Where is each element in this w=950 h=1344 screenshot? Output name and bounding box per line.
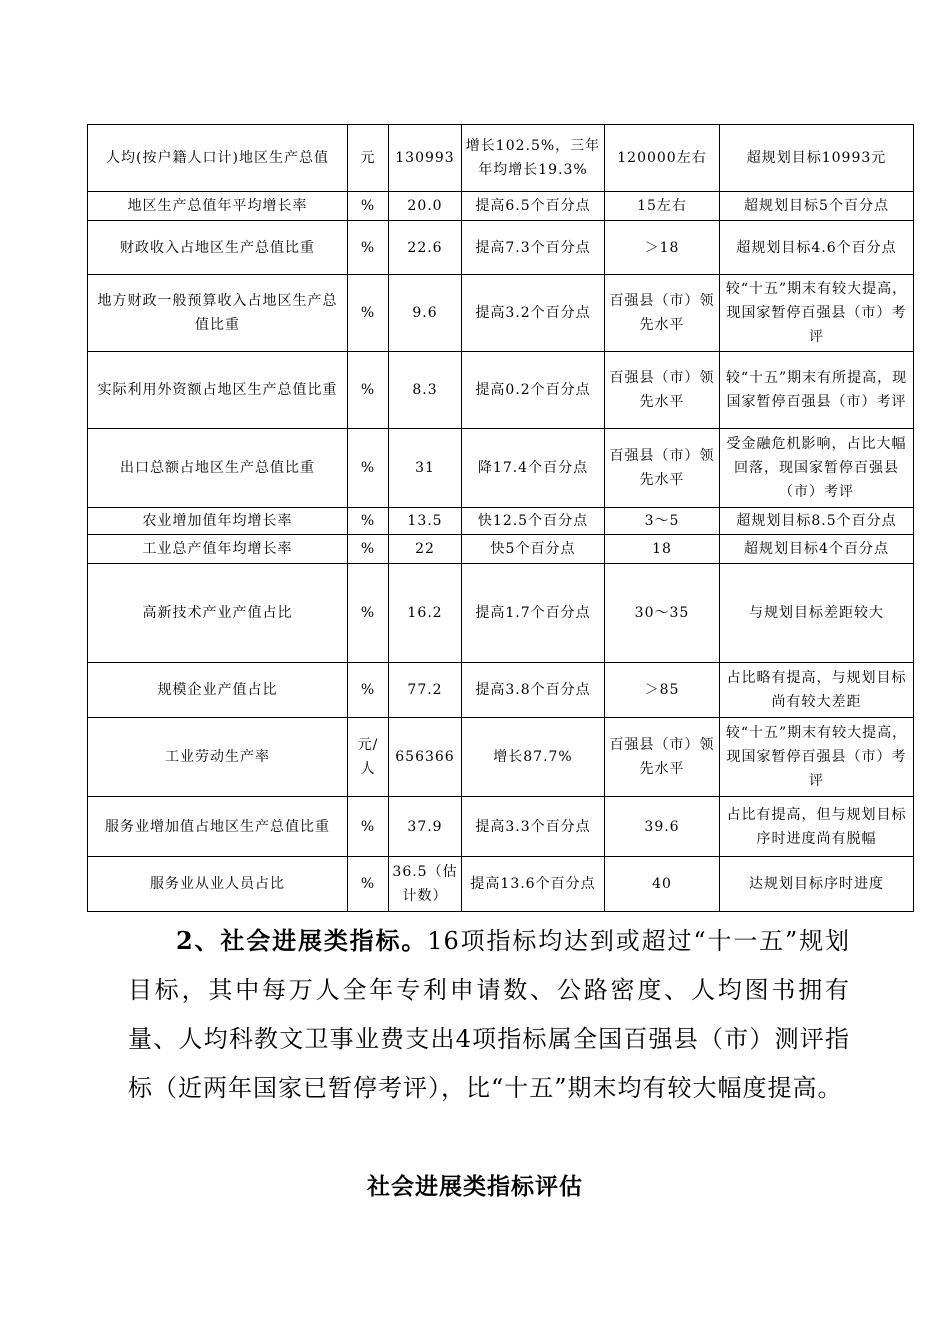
- table-row: [88, 125, 914, 192]
- indicator-unit: %: [348, 663, 389, 718]
- indicator-change: 快12.5个百分点: [462, 508, 605, 535]
- table-row: [88, 564, 914, 663]
- indicator-assessment: 较“十五”期末有所提高，现国家暂停百强县（市）考评: [720, 352, 914, 429]
- indicator-assessment: 超规划目标8.5个百分点: [720, 508, 914, 535]
- indicator-value: 8.3: [389, 352, 462, 429]
- indicator-change: 增长102.5%，三年年均增长19.3%: [462, 125, 605, 192]
- indicator-target: 百强县（市）领先水平: [605, 275, 720, 352]
- indicator-assessment: 较“十五”期末有较大提高，现国家暂停百强县（市）考评: [720, 718, 914, 797]
- indicator-name: 服务业增加值占地区生产总值比重: [88, 797, 348, 857]
- indicator-value: 656366: [389, 718, 462, 797]
- indicator-unit: %: [348, 429, 389, 508]
- table-row: [88, 663, 914, 718]
- indicator-value: 130993: [389, 125, 462, 192]
- table-row: [88, 192, 914, 221]
- indicator-value: 9.6: [389, 275, 462, 352]
- indicator-change: 提高3.2个百分点: [462, 275, 605, 352]
- indicator-name: 出口总额占地区生产总值比重: [88, 429, 348, 508]
- indicator-value: 36.5（估计数）: [389, 857, 462, 912]
- table-row: [88, 718, 914, 797]
- indicator-name: 人均(按户籍人口计)地区生产总值: [88, 125, 348, 192]
- indicator-assessment: 超规划目标5个百分点: [720, 192, 914, 221]
- indicator-change: 提高13.6个百分点: [462, 857, 605, 912]
- indicator-name: 规模企业产值占比: [88, 663, 348, 718]
- indicator-name: 工业劳动生产率: [88, 718, 348, 797]
- indicator-unit: %: [348, 352, 389, 429]
- table-row: [88, 857, 914, 912]
- table-row: [88, 429, 914, 508]
- indicator-change: 提高3.3个百分点: [462, 797, 605, 857]
- indicator-target: 40: [605, 857, 720, 912]
- indicator-change: 提高0.2个百分点: [462, 352, 605, 429]
- indicator-unit: %: [348, 797, 389, 857]
- indicator-assessment: 与规划目标差距较大: [720, 564, 914, 663]
- indicator-name: 工业总产值年均增长率: [88, 535, 348, 564]
- indicator-value: 20.0: [389, 192, 462, 221]
- table-row: [88, 275, 914, 352]
- indicator-assessment: 较“十五”期末有较大提高，现国家暂停百强县（市）考评: [720, 275, 914, 352]
- indicator-value: 16.2: [389, 564, 462, 663]
- table-row: [88, 221, 914, 275]
- paragraph-text: 16项指标均达到或超过“十一五”规划目标，其中每万人全年专利申请数、公路密度、人均图书拥有量、人均科教文卫事业费支出4项指标属全国百强县（市）测评指标（近两年国家已暂停考评），比“十五”期末均有较大幅度提高。: [128, 927, 851, 1102]
- indicator-assessment: 超规划目标10993元: [720, 125, 914, 192]
- section-title: 社会进展类指标评估: [367, 1173, 583, 1200]
- indicator-change: 提高1.7个百分点: [462, 564, 605, 663]
- indicator-target: ＞18: [605, 221, 720, 275]
- indicator-name: 地方财政一般预算收入占地区生产总值比重: [88, 275, 348, 352]
- body-paragraph: [128, 916, 850, 1113]
- indicator-unit: 元: [348, 125, 389, 192]
- indicator-name: 实际利用外资额占地区生产总值比重: [88, 352, 348, 429]
- indicator-change: 提高6.5个百分点: [462, 192, 605, 221]
- indicator-target: 百强县（市）领先水平: [605, 718, 720, 797]
- indicator-value: 22.6: [389, 221, 462, 275]
- indicator-change: 降17.4个百分点: [462, 429, 605, 508]
- indicator-unit: 元/人: [348, 718, 389, 797]
- indicator-target: 120000左右: [605, 125, 720, 192]
- table-row: [88, 508, 914, 535]
- indicator-target: 百强县（市）领先水平: [605, 352, 720, 429]
- indicator-assessment: 占比有提高，但与规划目标序时进度尚有脱幅: [720, 797, 914, 857]
- table-row: [88, 535, 914, 564]
- indicator-target: 18: [605, 535, 720, 564]
- indicator-target: 30～35: [605, 564, 720, 663]
- table-row: [88, 797, 914, 857]
- indicator-unit: %: [348, 564, 389, 663]
- indicator-target: 百强县（市）领先水平: [605, 429, 720, 508]
- indicator-assessment: 占比略有提高，与规划目标尚有较大差距: [720, 663, 914, 718]
- indicator-name: 地区生产总值年平均增长率: [88, 192, 348, 221]
- indicator-assessment: 受金融危机影响，占比大幅回落，现国家暂停百强县（市）考评: [720, 429, 914, 508]
- indicator-name: 财政收入占地区生产总值比重: [88, 221, 348, 275]
- indicator-change: 增长87.7%: [462, 718, 605, 797]
- indicator-change: 提高3.8个百分点: [462, 663, 605, 718]
- indicator-name: 服务业从业人员占比: [88, 857, 348, 912]
- indicator-target: 15左右: [605, 192, 720, 221]
- indicator-change: 快5个百分点: [462, 535, 605, 564]
- indicator-assessment: 达规划目标序时进度: [720, 857, 914, 912]
- indicator-value: 77.2: [389, 663, 462, 718]
- indicator-change: 提高7.3个百分点: [462, 221, 605, 275]
- indicator-value: 13.5: [389, 508, 462, 535]
- indicator-unit: %: [348, 857, 389, 912]
- indicator-target: ＞85: [605, 663, 720, 718]
- table-row: [88, 352, 914, 429]
- indicator-value: 22: [389, 535, 462, 564]
- indicator-unit: %: [348, 508, 389, 535]
- indicator-unit: %: [348, 192, 389, 221]
- indicator-target: 39.6: [605, 797, 720, 857]
- indicator-value: 37.9: [389, 797, 462, 857]
- indicator-value: 31: [389, 429, 462, 508]
- indicator-assessment: 超规划目标4个百分点: [720, 535, 914, 564]
- indicator-unit: %: [348, 221, 389, 275]
- indicator-name: 高新技术产业产值占比: [88, 564, 348, 663]
- indicator-target: 3～5: [605, 508, 720, 535]
- indicator-unit: %: [348, 535, 389, 564]
- indicator-name: 农业增加值年均增长率: [88, 508, 348, 535]
- indicator-table: [87, 124, 914, 912]
- indicator-unit: %: [348, 275, 389, 352]
- indicator-assessment: 超规划目标4.6个百分点: [720, 221, 914, 275]
- paragraph-heading: 2、社会进展类指标。: [176, 926, 428, 955]
